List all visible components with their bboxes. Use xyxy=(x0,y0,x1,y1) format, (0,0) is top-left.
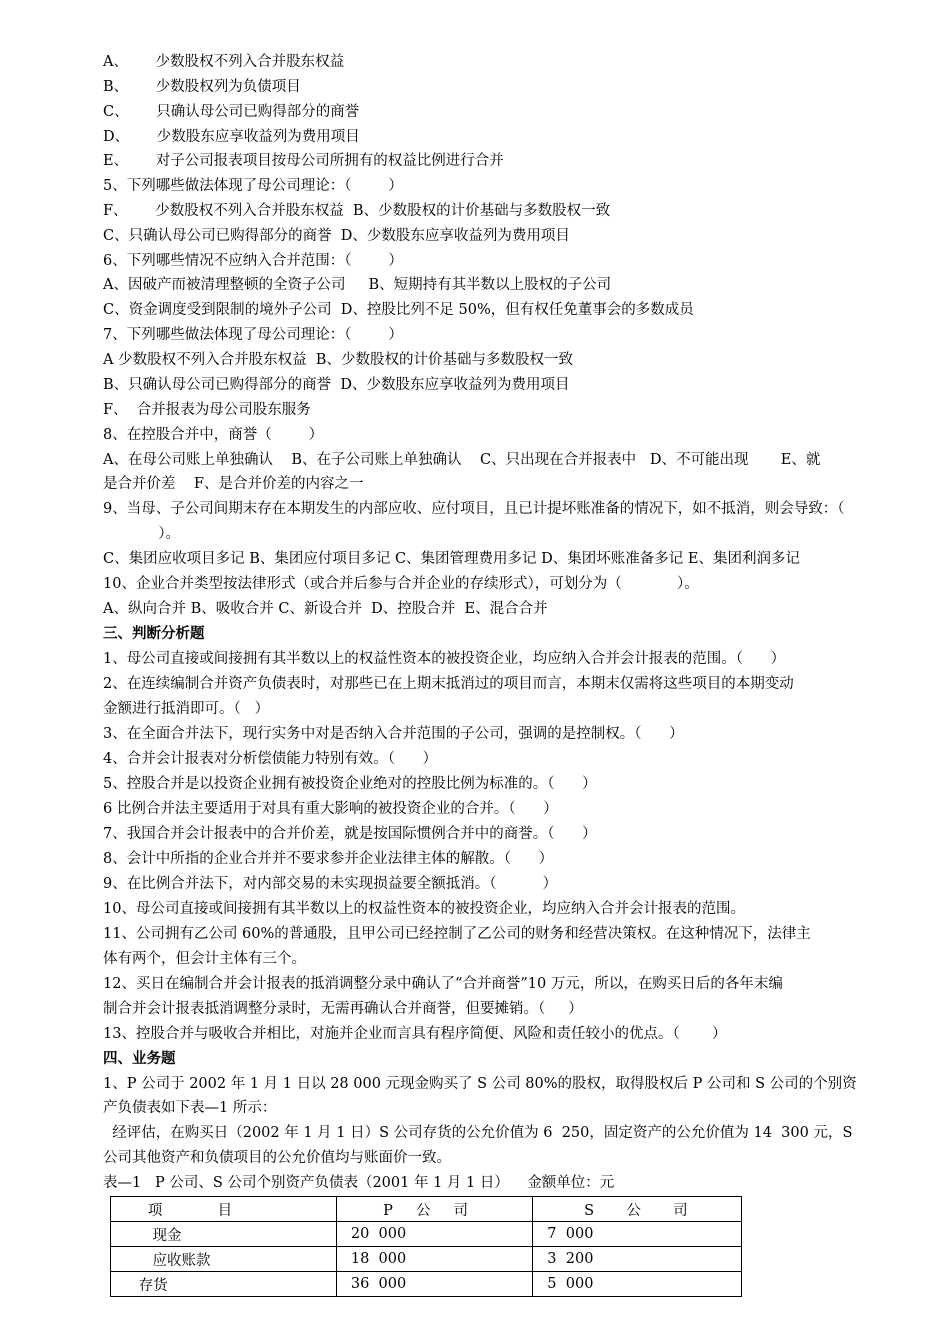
text-line: E、 对子公司报表项目按母公司所拥有的权益比例进行合并 xyxy=(103,153,504,169)
text-line: 6、下列哪些情况不应纳入合并范围：（ ） xyxy=(103,253,403,269)
text-line: C、 只确认母公司已购得部分的商誉 xyxy=(103,104,360,120)
text-line: 7、我国合并会计报表中的合并价差，就是按国际惯例合并中的商誉。（ ） xyxy=(103,826,597,842)
table-cell: 存货 xyxy=(111,1272,337,1297)
header-cell: S 公 司 xyxy=(533,1197,742,1222)
section-heading: 三、判断分析题 xyxy=(103,626,205,642)
text-line: 11、公司拥有乙公司 60%的普通股，且甲公司已经控制了乙公司的财务和经营决策权。在这种情况下，法律主 xyxy=(103,926,811,942)
text-line: 是合并价差 F、是合并价差的内容之一 xyxy=(103,476,364,492)
text-line: C、资金调度受到限制的境外子公司 D、控股比列不足 50%，但有权任免董事会的多数成员 xyxy=(103,302,694,318)
text-line: 7、下列哪些做法体现了母公司理论：（ ） xyxy=(103,327,403,343)
text-line: 8、在控股合并中，商誉（ ） xyxy=(103,427,324,443)
text-line: 9、在比例合并法下，对内部交易的未实现损益要全额抵消。（ ） xyxy=(103,876,558,892)
text-line: 9、当母、子公司间期末存在本期发生的内部应收、应付项目，且已计提坏账准备的情况下，如不抵消，则会导致：（ xyxy=(103,501,845,517)
text-line: 13、控股合并与吸收合并相比，对施并企业而言具有程序简便、风险和责任较小的优点。（ ） xyxy=(103,1026,727,1042)
text-line: 公司其他资产和负债项目的公允价值均与账面价一致。 xyxy=(103,1150,451,1166)
text-line: A 少数股权不列入合并股东权益 B、少数股权的计价基础与多数股权一致 xyxy=(103,352,573,368)
text-line: 10、企业合并类型按法律形式（或合并后参与合并企业的存续形式），可划分为（ ）。 xyxy=(103,576,699,592)
text-line: A、纵向合并 B、吸收合并 C、新设合并 D、控股合并 E、混合合并 xyxy=(103,601,548,617)
text-line: 4、合并会计报表对分析偿债能力特别有效。（ ） xyxy=(103,751,438,767)
table-row xyxy=(111,1222,742,1247)
text-line: C、只确认母公司已购得部分的商誉 D、少数股东应享收益列为费用项目 xyxy=(103,228,570,244)
text-line: 8、会计中所指的企业合并并不要求参并企业法律主体的解散。（ ） xyxy=(103,851,554,867)
text-line: 10、母公司直接或间接拥有其半数以上的权益性资本的被投资企业，均应纳入合并会计报表的范围。 xyxy=(103,901,745,917)
table-cell: 现金 xyxy=(111,1222,337,1247)
table-caption: 表—1 P 公司、S 公司个别资产负债表（2001 年 1 月 1 日） 金额单位：元 xyxy=(103,1175,615,1191)
text-line: ）。 xyxy=(103,526,181,542)
text-line: F、 合并报表为母公司股东服务 xyxy=(103,402,311,418)
table-cell: 3 200 xyxy=(533,1247,742,1272)
text-line: 经评估，在购买日（2002 年 1 月 1 日）S 公司存货的公允价值为 6 250，固定资产的公允价值为 14 300 元，S xyxy=(103,1125,853,1141)
text-line: 1、P 公司于 2002 年 1 月 1 日以 28 000 元现金购买了 S 公司 80%的股权，取得股权后 P 公司和 S 公司的个别资 xyxy=(103,1076,857,1092)
text-line: D、 少数股东应享收益列为费用项目 xyxy=(103,129,360,145)
text-line: 金额进行抵消即可。（ ） xyxy=(103,701,270,717)
header-cell: P 公 司 xyxy=(337,1197,533,1222)
table-header-row xyxy=(111,1197,742,1222)
table-cell: 20 000 xyxy=(337,1222,533,1247)
text-line: C、集团应收项目多记 B、集团应付项目多记 C、集团管理费用多记 D、集团坏账准备多记 E、集团利润多记 xyxy=(103,551,800,567)
text-line: B、 少数股权列为负债项目 xyxy=(103,79,301,95)
text-line: B、只确认母公司已购得部分的商誉 D、少数股东应享收益列为费用项目 xyxy=(103,377,570,393)
text-line: F、 少数股权不列入合并股东权益 B、少数股权的计价基础与多数股权一致 xyxy=(103,203,611,219)
balance-sheet-table xyxy=(110,1196,742,1297)
table-cell: 5 000 xyxy=(533,1272,742,1297)
text-line: A、因破产而被清理整顿的全资子公司 B、短期持有其半数以上股权的子公司 xyxy=(103,277,612,293)
text-line: 6 比例合并法主要适用于对具有重大影响的被投资企业的合并。（ ） xyxy=(103,801,558,817)
table-row xyxy=(111,1272,742,1297)
table-cell: 7 000 xyxy=(533,1222,742,1247)
section-heading: 四、业务题 xyxy=(103,1051,176,1067)
text-line: 体有两个，但会计主体有三个。 xyxy=(103,951,306,967)
text-line: 5、下列哪些做法体现了母公司理论：（ ） xyxy=(103,178,403,194)
header-cell: 项 目 xyxy=(111,1197,337,1222)
text-line: 产负债表如下表—1 所示： xyxy=(103,1100,277,1116)
text-line: 1、母公司直接或间接拥有其半数以上的权益性资本的被投资企业，均应纳入合并会计报表的范围。（ ） xyxy=(103,651,786,667)
table-cell: 应收账款 xyxy=(111,1247,337,1272)
text-line: A、在母公司账上单独确认 B、在子公司账上单独确认 C、只出现在合并报表中 D、不可能出现 E、就 xyxy=(103,452,821,468)
text-line: 3、在全面合并法下，现行实务中对是否纳入合并范围的子公司，强调的是控制权。（ ） xyxy=(103,726,684,742)
table-cell: 36 000 xyxy=(337,1272,533,1297)
text-line: 2、在连续编制合并资产负债表时，对那些已在上期末抵消过的项目而言，本期末仅需将这些项目的本期变动 xyxy=(103,676,794,692)
text-line: 5、控股合并是以投资企业拥有被投资企业绝对的控股比例为标准的。（ ） xyxy=(103,776,597,792)
text-line: 制合并会计报表抵消调整分录时，无需再确认合并商誉，但要摊销。（ ） xyxy=(103,1001,583,1017)
text-line: 12、买日在编制合并会计报表的抵消调整分录中确认了“合并商誉”10 万元，所以，在购买日后的各年末编 xyxy=(103,976,783,992)
text-line: A、 少数股权不列入合并股东权益 xyxy=(103,54,345,70)
table-row xyxy=(111,1247,742,1272)
table-cell: 18 000 xyxy=(337,1247,533,1272)
